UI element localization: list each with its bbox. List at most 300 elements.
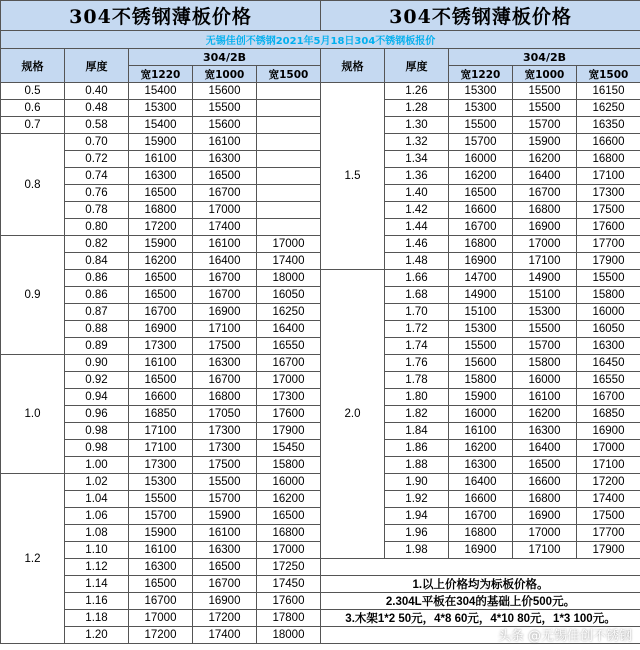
price-cell: 15600 bbox=[193, 83, 257, 100]
thickness-cell: 1.76 bbox=[385, 355, 449, 372]
price-cell: 16400 bbox=[193, 253, 257, 270]
price-cell: 17300 bbox=[129, 338, 193, 355]
price-cell: 16300 bbox=[577, 338, 640, 355]
thickness-cell: 1.40 bbox=[385, 185, 449, 202]
thickness-cell: 0.86 bbox=[65, 287, 129, 304]
thickness-cell: 1.44 bbox=[385, 219, 449, 236]
table-row bbox=[1, 83, 640, 100]
thickness-cell: 1.74 bbox=[385, 338, 449, 355]
price-cell bbox=[257, 202, 321, 219]
price-cell: 16850 bbox=[577, 406, 640, 423]
price-cell: 16200 bbox=[129, 253, 193, 270]
price-cell: 15800 bbox=[513, 355, 577, 372]
width-header: 宽1000 bbox=[513, 66, 577, 83]
price-cell: 15300 bbox=[449, 321, 513, 338]
thickness-cell: 0.48 bbox=[65, 100, 129, 117]
price-cell: 15900 bbox=[129, 236, 193, 253]
price-cell: 15500 bbox=[513, 100, 577, 117]
table-row bbox=[1, 508, 640, 525]
price-cell: 16500 bbox=[129, 576, 193, 593]
price-cell: 16500 bbox=[129, 372, 193, 389]
thickness-cell: 1.02 bbox=[65, 474, 129, 491]
price-cell bbox=[257, 219, 321, 236]
price-cell: 16000 bbox=[513, 372, 577, 389]
spec-cell: 0.6 bbox=[1, 100, 65, 117]
price-cell: 17300 bbox=[193, 423, 257, 440]
price-cell: 17500 bbox=[193, 457, 257, 474]
thickness-cell: 0.88 bbox=[65, 321, 129, 338]
price-cell: 17600 bbox=[577, 219, 640, 236]
thickness-cell: 0.98 bbox=[65, 440, 129, 457]
price-cell: 16600 bbox=[513, 474, 577, 491]
price-cell: 16200 bbox=[513, 406, 577, 423]
note-line: 1.以上价格均为标板价格。 bbox=[321, 576, 640, 593]
width-header: 宽1000 bbox=[193, 66, 257, 83]
price-cell: 16150 bbox=[577, 83, 640, 100]
price-cell: 16700 bbox=[257, 355, 321, 372]
price-cell: 17100 bbox=[513, 542, 577, 559]
price-cell: 16200 bbox=[513, 151, 577, 168]
price-cell: 16600 bbox=[449, 491, 513, 508]
price-cell: 17100 bbox=[577, 168, 640, 185]
width-header: 宽1220 bbox=[449, 66, 513, 83]
table-row bbox=[1, 168, 640, 185]
price-cell: 16250 bbox=[257, 304, 321, 321]
thickness-cell: 1.96 bbox=[385, 525, 449, 542]
price-cell: 16700 bbox=[449, 219, 513, 236]
price-cell: 17200 bbox=[129, 219, 193, 236]
subtitle: 无锡佳创不锈钢2021年5月18日304不锈钢板报价 bbox=[1, 31, 640, 49]
price-cell: 16400 bbox=[513, 440, 577, 457]
table-row bbox=[1, 202, 640, 219]
price-cell bbox=[257, 151, 321, 168]
price-cell: 16050 bbox=[577, 321, 640, 338]
price-cell: 15900 bbox=[513, 134, 577, 151]
price-cell: 16800 bbox=[513, 491, 577, 508]
thickness-cell: 1.70 bbox=[385, 304, 449, 321]
price-cell: 16850 bbox=[129, 406, 193, 423]
price-cell: 17200 bbox=[129, 627, 193, 644]
width-header: 宽1220 bbox=[129, 66, 193, 83]
price-cell: 16800 bbox=[577, 151, 640, 168]
thickness-cell: 1.34 bbox=[385, 151, 449, 168]
thickness-cell: 1.26 bbox=[385, 83, 449, 100]
table-row bbox=[1, 304, 640, 321]
table-row bbox=[1, 219, 640, 236]
price-cell: 17100 bbox=[129, 423, 193, 440]
price-cell: 16600 bbox=[577, 134, 640, 151]
price-cell: 15500 bbox=[513, 321, 577, 338]
spec-header: 规格 bbox=[321, 49, 385, 83]
price-cell: 16300 bbox=[449, 457, 513, 474]
price-cell: 16250 bbox=[577, 100, 640, 117]
price-cell: 16200 bbox=[257, 491, 321, 508]
thickness-cell: 0.86 bbox=[65, 270, 129, 287]
price-cell: 16700 bbox=[193, 372, 257, 389]
spec-cell: 1.2 bbox=[1, 474, 65, 644]
blank-cell bbox=[321, 627, 640, 644]
thickness-cell: 1.30 bbox=[385, 117, 449, 134]
price-cell: 16400 bbox=[257, 321, 321, 338]
thickness-cell: 1.20 bbox=[65, 627, 129, 644]
price-cell: 16550 bbox=[257, 338, 321, 355]
price-cell: 16900 bbox=[193, 593, 257, 610]
spec-cell: 0.9 bbox=[1, 236, 65, 355]
thickness-cell: 0.84 bbox=[65, 253, 129, 270]
price-cell: 17700 bbox=[577, 236, 640, 253]
table-row bbox=[1, 117, 640, 134]
price-cell: 16900 bbox=[193, 304, 257, 321]
price-cell: 17000 bbox=[513, 525, 577, 542]
price-cell: 14900 bbox=[449, 287, 513, 304]
price-cell: 17200 bbox=[193, 610, 257, 627]
thickness-cell: 1.66 bbox=[385, 270, 449, 287]
price-cell: 17600 bbox=[257, 593, 321, 610]
price-cell: 16500 bbox=[193, 168, 257, 185]
price-cell: 15300 bbox=[513, 304, 577, 321]
table-row bbox=[1, 236, 640, 253]
price-cell: 16700 bbox=[193, 287, 257, 304]
table-row bbox=[1, 253, 640, 270]
thickness-cell: 0.98 bbox=[65, 423, 129, 440]
thickness-cell: 1.42 bbox=[385, 202, 449, 219]
price-cell: 16500 bbox=[513, 457, 577, 474]
thickness-cell: 1.46 bbox=[385, 236, 449, 253]
price-cell: 16350 bbox=[577, 117, 640, 134]
thickness-cell: 0.87 bbox=[65, 304, 129, 321]
table-row bbox=[1, 287, 640, 304]
price-cell: 16000 bbox=[449, 406, 513, 423]
grade-header: 304/2B bbox=[129, 49, 321, 66]
price-cell: 15400 bbox=[129, 83, 193, 100]
price-cell: 16800 bbox=[193, 389, 257, 406]
price-cell: 16900 bbox=[449, 542, 513, 559]
price-cell: 17000 bbox=[193, 202, 257, 219]
thickness-cell: 0.58 bbox=[65, 117, 129, 134]
price-cell: 17000 bbox=[257, 236, 321, 253]
price-cell: 16500 bbox=[193, 559, 257, 576]
price-cell: 16550 bbox=[577, 372, 640, 389]
thickness-cell: 0.80 bbox=[65, 219, 129, 236]
price-cell: 15600 bbox=[449, 355, 513, 372]
price-cell: 16700 bbox=[577, 389, 640, 406]
thickness-cell: 1.08 bbox=[65, 525, 129, 542]
price-cell: 16700 bbox=[193, 576, 257, 593]
price-cell: 16700 bbox=[193, 185, 257, 202]
table-row bbox=[1, 185, 640, 202]
thickness-cell: 1.80 bbox=[385, 389, 449, 406]
price-cell: 15700 bbox=[513, 117, 577, 134]
price-cell: 15700 bbox=[129, 508, 193, 525]
price-cell: 16800 bbox=[449, 236, 513, 253]
price-cell: 15700 bbox=[513, 338, 577, 355]
table-row bbox=[1, 423, 640, 440]
price-cell: 17900 bbox=[577, 253, 640, 270]
price-cell: 16500 bbox=[129, 270, 193, 287]
price-cell: 16700 bbox=[193, 270, 257, 287]
table-row bbox=[1, 474, 640, 491]
thickness-cell: 0.40 bbox=[65, 83, 129, 100]
price-cell: 16000 bbox=[257, 474, 321, 491]
price-cell: 17800 bbox=[257, 610, 321, 627]
table-row bbox=[1, 542, 640, 559]
thickness-cell: 0.72 bbox=[65, 151, 129, 168]
table-row bbox=[1, 389, 640, 406]
table-row bbox=[1, 406, 640, 423]
price-cell: 15700 bbox=[193, 491, 257, 508]
note-line: 2.304L平板在304的基础上价500元。 bbox=[321, 593, 640, 610]
price-cell: 15800 bbox=[449, 372, 513, 389]
table-row bbox=[1, 100, 640, 117]
thickness-cell: 1.06 bbox=[65, 508, 129, 525]
price-cell: 16700 bbox=[129, 593, 193, 610]
table-row bbox=[1, 440, 640, 457]
price-cell: 17500 bbox=[577, 202, 640, 219]
spec-header: 规格 bbox=[1, 49, 65, 83]
thickness-cell: 1.04 bbox=[65, 491, 129, 508]
price-cell: 15900 bbox=[129, 525, 193, 542]
thickness-cell: 0.96 bbox=[65, 406, 129, 423]
price-cell: 15400 bbox=[129, 117, 193, 134]
thickness-cell: 1.18 bbox=[65, 610, 129, 627]
spec-cell: 1.5 bbox=[321, 83, 385, 270]
price-cell: 17000 bbox=[257, 372, 321, 389]
thickness-cell: 1.00 bbox=[65, 457, 129, 474]
thickness-header: 厚度 bbox=[65, 49, 129, 83]
thickness-cell: 1.28 bbox=[385, 100, 449, 117]
price-cell bbox=[257, 185, 321, 202]
thickness-cell: 0.76 bbox=[65, 185, 129, 202]
price-cell: 16600 bbox=[129, 389, 193, 406]
price-cell: 15500 bbox=[129, 491, 193, 508]
price-cell bbox=[257, 168, 321, 185]
price-cell: 16800 bbox=[513, 202, 577, 219]
price-cell: 17200 bbox=[577, 474, 640, 491]
price-cell: 17600 bbox=[257, 406, 321, 423]
price-cell: 17400 bbox=[577, 491, 640, 508]
price-cell: 15800 bbox=[257, 457, 321, 474]
price-cell: 14700 bbox=[449, 270, 513, 287]
price-cell: 16100 bbox=[129, 542, 193, 559]
price-cell: 16900 bbox=[513, 219, 577, 236]
price-cell: 17400 bbox=[257, 253, 321, 270]
table-row bbox=[1, 627, 640, 644]
price-cell bbox=[257, 117, 321, 134]
price-cell: 16800 bbox=[257, 525, 321, 542]
price-cell: 15900 bbox=[193, 508, 257, 525]
thickness-cell: 1.16 bbox=[65, 593, 129, 610]
page-title-right: 304不锈钢薄板价格 bbox=[321, 1, 640, 31]
price-cell: 17400 bbox=[193, 219, 257, 236]
thickness-header: 厚度 bbox=[385, 49, 449, 83]
table-row bbox=[1, 372, 640, 389]
price-cell: 15500 bbox=[193, 100, 257, 117]
price-cell: 16300 bbox=[193, 542, 257, 559]
price-cell: 16400 bbox=[513, 168, 577, 185]
thickness-cell: 1.92 bbox=[385, 491, 449, 508]
thickness-cell: 0.92 bbox=[65, 372, 129, 389]
price-cell: 15500 bbox=[513, 83, 577, 100]
price-cell: 16700 bbox=[449, 508, 513, 525]
thickness-cell: 0.94 bbox=[65, 389, 129, 406]
price-cell: 17900 bbox=[257, 423, 321, 440]
thickness-cell: 1.86 bbox=[385, 440, 449, 457]
price-cell: 16900 bbox=[449, 253, 513, 270]
price-cell: 17100 bbox=[193, 321, 257, 338]
price-cell: 16100 bbox=[513, 389, 577, 406]
price-cell: 17250 bbox=[257, 559, 321, 576]
price-cell: 17900 bbox=[577, 542, 640, 559]
price-cell: 17300 bbox=[257, 389, 321, 406]
price-cell: 16050 bbox=[257, 287, 321, 304]
price-cell: 15800 bbox=[577, 287, 640, 304]
price-cell: 16300 bbox=[193, 151, 257, 168]
price-cell: 15300 bbox=[449, 100, 513, 117]
price-cell: 17400 bbox=[193, 627, 257, 644]
price-cell bbox=[257, 134, 321, 151]
price-cell: 16100 bbox=[449, 423, 513, 440]
price-cell: 16300 bbox=[193, 355, 257, 372]
price-cell: 16500 bbox=[129, 287, 193, 304]
table-row bbox=[1, 491, 640, 508]
price-cell: 16300 bbox=[129, 168, 193, 185]
price-cell: 15900 bbox=[129, 134, 193, 151]
price-cell: 17100 bbox=[577, 457, 640, 474]
table-row bbox=[1, 559, 640, 576]
thickness-cell: 1.78 bbox=[385, 372, 449, 389]
width-header: 宽1500 bbox=[577, 66, 640, 83]
price-cell: 15500 bbox=[577, 270, 640, 287]
price-cell: 17500 bbox=[193, 338, 257, 355]
table-row bbox=[1, 338, 640, 355]
table-row bbox=[1, 593, 640, 610]
blank-cell bbox=[321, 559, 640, 576]
thickness-cell: 0.82 bbox=[65, 236, 129, 253]
subtitle-row bbox=[1, 31, 640, 49]
price-cell: 17300 bbox=[577, 185, 640, 202]
price-cell: 17700 bbox=[577, 525, 640, 542]
thickness-cell: 1.94 bbox=[385, 508, 449, 525]
price-cell: 15500 bbox=[449, 338, 513, 355]
table-row bbox=[1, 134, 640, 151]
thickness-cell: 1.90 bbox=[385, 474, 449, 491]
thickness-cell: 1.72 bbox=[385, 321, 449, 338]
price-cell: 15450 bbox=[257, 440, 321, 457]
table-row bbox=[1, 576, 640, 593]
price-cell: 15300 bbox=[129, 474, 193, 491]
thickness-cell: 1.84 bbox=[385, 423, 449, 440]
page-title-left: 304不锈钢薄板价格 bbox=[1, 1, 321, 31]
price-cell: 17000 bbox=[513, 236, 577, 253]
price-cell: 17300 bbox=[193, 440, 257, 457]
price-cell: 15100 bbox=[513, 287, 577, 304]
table-row bbox=[1, 525, 640, 542]
price-cell: 15600 bbox=[193, 117, 257, 134]
price-cell: 17000 bbox=[577, 440, 640, 457]
price-cell: 15700 bbox=[449, 134, 513, 151]
watermark-text: 头条 @无锡佳创不锈钢 bbox=[497, 629, 632, 644]
table-row bbox=[1, 321, 640, 338]
price-cell: 15500 bbox=[193, 474, 257, 491]
spec-cell: 0.8 bbox=[1, 134, 65, 236]
price-cell: 15100 bbox=[449, 304, 513, 321]
price-cell: 15500 bbox=[449, 117, 513, 134]
price-cell: 18000 bbox=[257, 270, 321, 287]
price-cell: 16500 bbox=[129, 185, 193, 202]
price-cell: 16500 bbox=[257, 508, 321, 525]
price-cell: 18000 bbox=[257, 627, 321, 644]
thickness-cell: 1.14 bbox=[65, 576, 129, 593]
price-cell: 16100 bbox=[129, 355, 193, 372]
thickness-cell: 1.98 bbox=[385, 542, 449, 559]
price-cell: 17050 bbox=[193, 406, 257, 423]
thickness-cell: 1.68 bbox=[385, 287, 449, 304]
price-cell: 16100 bbox=[193, 134, 257, 151]
price-cell: 16300 bbox=[513, 423, 577, 440]
thickness-cell: 1.88 bbox=[385, 457, 449, 474]
price-cell: 17100 bbox=[513, 253, 577, 270]
price-cell: 16200 bbox=[449, 168, 513, 185]
table-row bbox=[1, 355, 640, 372]
thickness-cell: 1.12 bbox=[65, 559, 129, 576]
price-cell: 14900 bbox=[513, 270, 577, 287]
thickness-cell: 1.36 bbox=[385, 168, 449, 185]
price-cell: 16800 bbox=[449, 525, 513, 542]
price-cell: 16100 bbox=[129, 151, 193, 168]
price-cell: 15300 bbox=[449, 83, 513, 100]
title-row bbox=[1, 1, 640, 31]
table-row bbox=[1, 610, 640, 627]
price-cell: 16600 bbox=[449, 202, 513, 219]
spec-cell: 0.7 bbox=[1, 117, 65, 134]
table-row bbox=[1, 151, 640, 168]
price-cell: 17000 bbox=[129, 610, 193, 627]
price-cell: 16900 bbox=[577, 423, 640, 440]
thickness-cell: 1.48 bbox=[385, 253, 449, 270]
thickness-cell: 0.89 bbox=[65, 338, 129, 355]
note-line: 3.木架1*2 50元，4*8 60元，4*10 80元，1*3 100元。 bbox=[321, 610, 640, 627]
price-cell: 16800 bbox=[129, 202, 193, 219]
price-cell: 16700 bbox=[129, 304, 193, 321]
table-row bbox=[1, 457, 640, 474]
width-header: 宽1500 bbox=[257, 66, 321, 83]
price-cell: 16400 bbox=[449, 474, 513, 491]
thickness-cell: 0.74 bbox=[65, 168, 129, 185]
price-cell bbox=[257, 83, 321, 100]
price-cell bbox=[257, 100, 321, 117]
price-cell: 16000 bbox=[449, 151, 513, 168]
price-cell: 16900 bbox=[513, 508, 577, 525]
thickness-cell: 0.70 bbox=[65, 134, 129, 151]
price-cell: 16200 bbox=[449, 440, 513, 457]
price-cell: 17100 bbox=[129, 440, 193, 457]
thickness-cell: 1.10 bbox=[65, 542, 129, 559]
price-cell: 15300 bbox=[129, 100, 193, 117]
thickness-cell: 0.90 bbox=[65, 355, 129, 372]
price-cell: 16000 bbox=[577, 304, 640, 321]
thickness-cell: 1.82 bbox=[385, 406, 449, 423]
price-cell: 17300 bbox=[129, 457, 193, 474]
thickness-cell: 1.32 bbox=[385, 134, 449, 151]
price-cell: 17000 bbox=[257, 542, 321, 559]
price-cell: 16700 bbox=[513, 185, 577, 202]
price-cell: 15900 bbox=[449, 389, 513, 406]
price-cell: 16900 bbox=[129, 321, 193, 338]
thickness-cell: 0.78 bbox=[65, 202, 129, 219]
price-cell: 16100 bbox=[193, 525, 257, 542]
header-row bbox=[1, 49, 640, 66]
price-cell: 16450 bbox=[577, 355, 640, 372]
